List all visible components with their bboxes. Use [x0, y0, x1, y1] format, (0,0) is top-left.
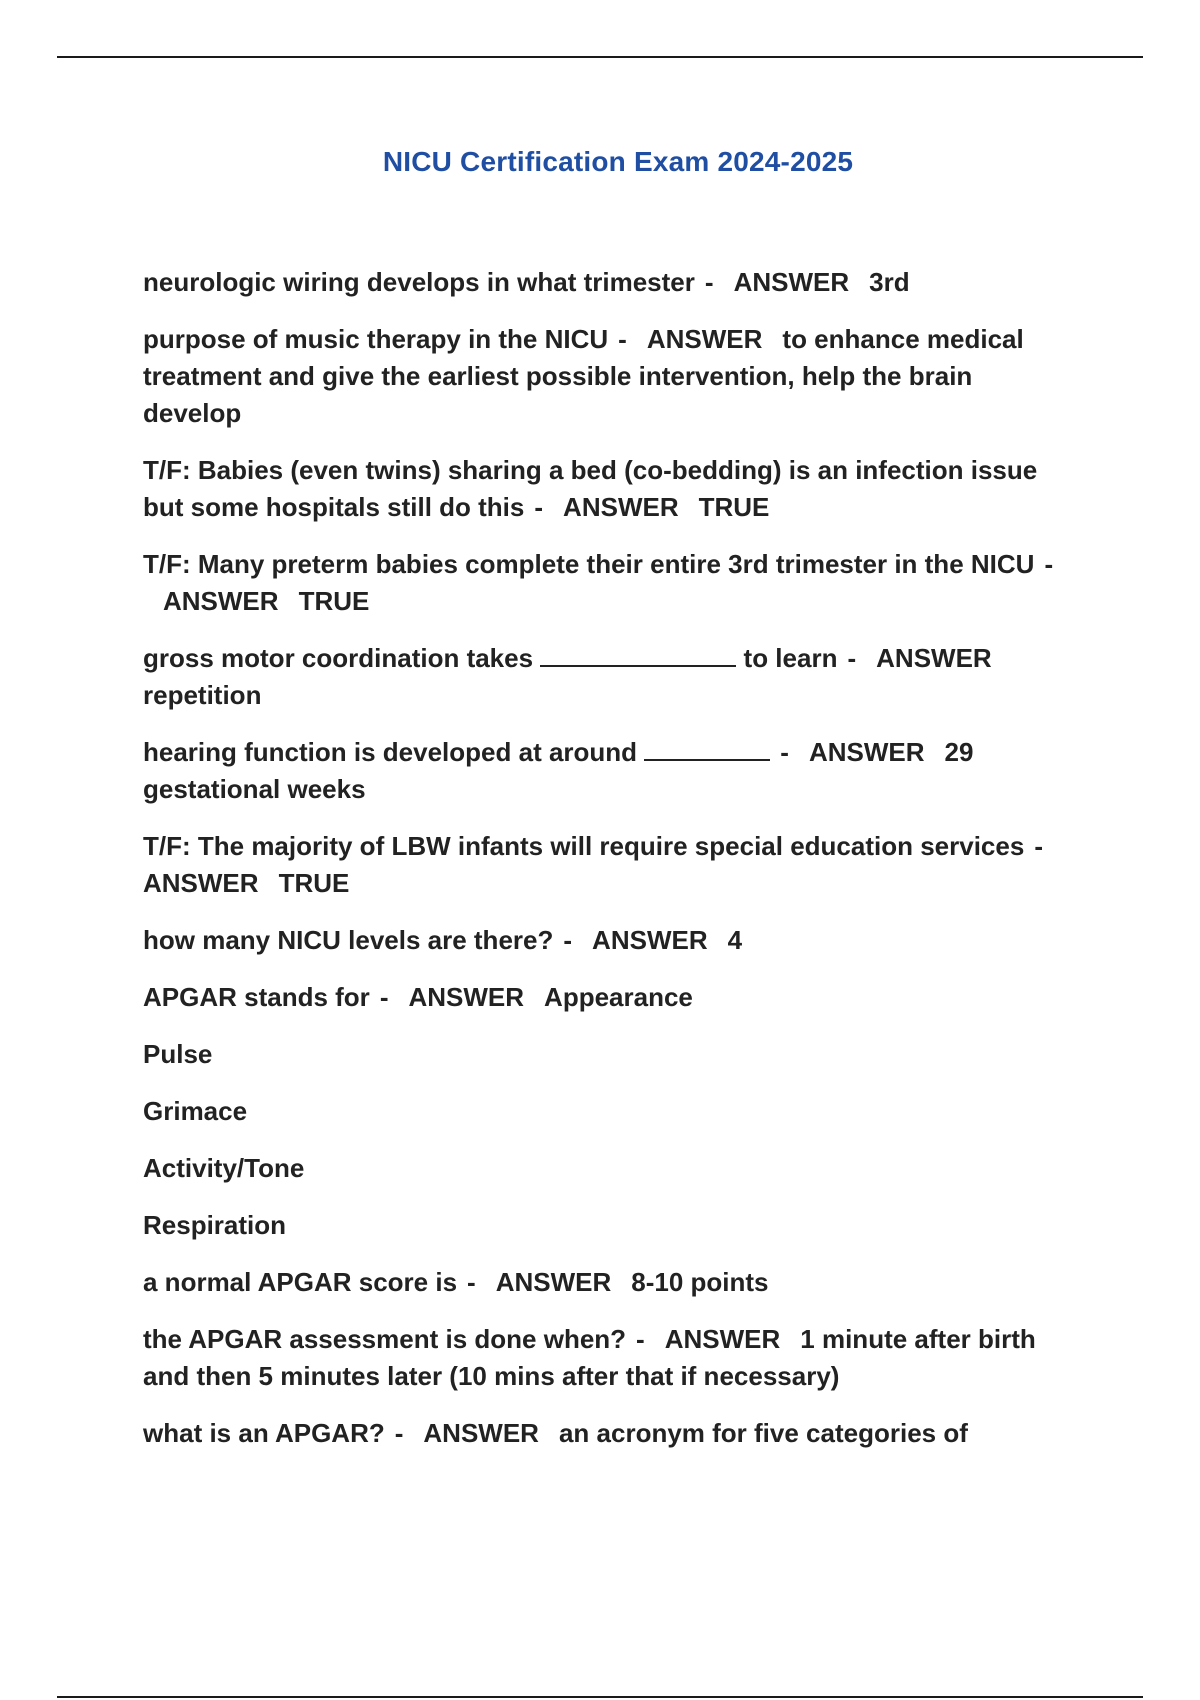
qa-item	[143, 1321, 1073, 1395]
question-text: T/F: The majority of LBW infants will require special education services	[143, 831, 1025, 861]
answer-text: 8-10 points	[631, 1267, 769, 1297]
qa-item	[143, 640, 1073, 714]
qa-item	[143, 1264, 1073, 1301]
fill-in-blank	[644, 735, 770, 761]
question-text: purpose of music therapy in the NICU	[143, 324, 609, 354]
question-text: T/F: Many preterm babies complete their entire 3rd trimester in the NICU	[143, 549, 1035, 579]
dash: -	[618, 324, 627, 354]
answer-text: Appearance	[544, 982, 693, 1012]
answer-continuation: Activity/Tone	[143, 1153, 305, 1183]
qa-item	[143, 1415, 1073, 1452]
dash: -	[467, 1267, 476, 1297]
dash: -	[534, 492, 544, 522]
answer-label: ANSWER	[563, 492, 679, 522]
qa-item	[143, 264, 1073, 301]
question-text: how many NICU levels are there?	[143, 925, 554, 955]
answer-text: to enhance medical treatment and give the earliest possible intervention, help the brain develop	[143, 324, 1024, 428]
question-text: hearing function is developed at around	[143, 737, 638, 767]
answer-label: ANSWER	[664, 1324, 781, 1354]
answer-text: 4	[727, 925, 743, 955]
qa-item	[143, 321, 1073, 432]
qa-item	[143, 734, 1073, 808]
answer-text: repetition	[143, 680, 262, 710]
answer-text: 3rd	[869, 267, 910, 297]
answer-continuation: Grimace	[143, 1096, 248, 1126]
question-text: APGAR stands for	[143, 982, 370, 1012]
dash: -	[1044, 549, 1054, 579]
qa-item	[143, 922, 1073, 959]
dash: -	[847, 643, 857, 673]
question-text: T/F: Babies (even twins) sharing a bed (co-bedding) is an infection issue but some hospitals still do this	[143, 455, 1038, 522]
qa-item	[143, 828, 1073, 902]
document-title: NICU Certification Exam 2024-2025	[382, 146, 854, 177]
dash: -	[394, 1418, 404, 1448]
answer-text: 29 gestational weeks	[143, 737, 974, 804]
question-text: what is an APGAR?	[143, 1418, 385, 1448]
question-text-after: to learn	[743, 643, 838, 673]
qa-item	[143, 452, 1073, 526]
dash: -	[563, 925, 573, 955]
question-text: a normal APGAR score is	[143, 1267, 458, 1297]
fill-in-blank	[540, 641, 736, 667]
answer-continuation: Respiration	[143, 1210, 287, 1240]
question-text: neurologic wiring develops in what trimester	[143, 267, 695, 297]
qa-item	[143, 546, 1073, 620]
dash: -	[379, 982, 389, 1012]
answer-text: TRUE	[298, 586, 370, 616]
answer-label: ANSWER	[733, 267, 850, 297]
bottom-rule	[57, 1696, 1143, 1698]
qa-list	[143, 264, 1073, 1472]
question-text: gross motor coordination takes	[143, 643, 534, 673]
answer-text: TRUE	[698, 492, 770, 522]
answer-label: ANSWER	[646, 324, 763, 354]
answer-continuation: Pulse	[143, 1039, 213, 1069]
answer-label: ANSWER	[808, 737, 925, 767]
answer-label: ANSWER	[495, 1267, 612, 1297]
dash: -	[636, 1324, 645, 1354]
dash: -	[704, 267, 714, 297]
answer-label: ANSWER	[423, 1418, 539, 1448]
answer-text: 1 minute after birth and then 5 minutes later (10 mins after that if necessary)	[143, 1324, 1036, 1391]
question-text: the APGAR assessment is done when?	[143, 1324, 627, 1354]
top-rule	[57, 56, 1143, 58]
answer-text: TRUE	[278, 868, 350, 898]
answer-label: ANSWER	[876, 643, 992, 673]
answer-text: an acronym for five categories of	[558, 1418, 968, 1448]
answer-label: ANSWER	[592, 925, 708, 955]
answer-label: ANSWER	[408, 982, 525, 1012]
answer-label: ANSWER	[163, 586, 279, 616]
qa-item	[143, 979, 1073, 1016]
answer-label: ANSWER	[143, 868, 259, 898]
dash: -	[1034, 831, 1043, 861]
dash: -	[780, 737, 789, 767]
